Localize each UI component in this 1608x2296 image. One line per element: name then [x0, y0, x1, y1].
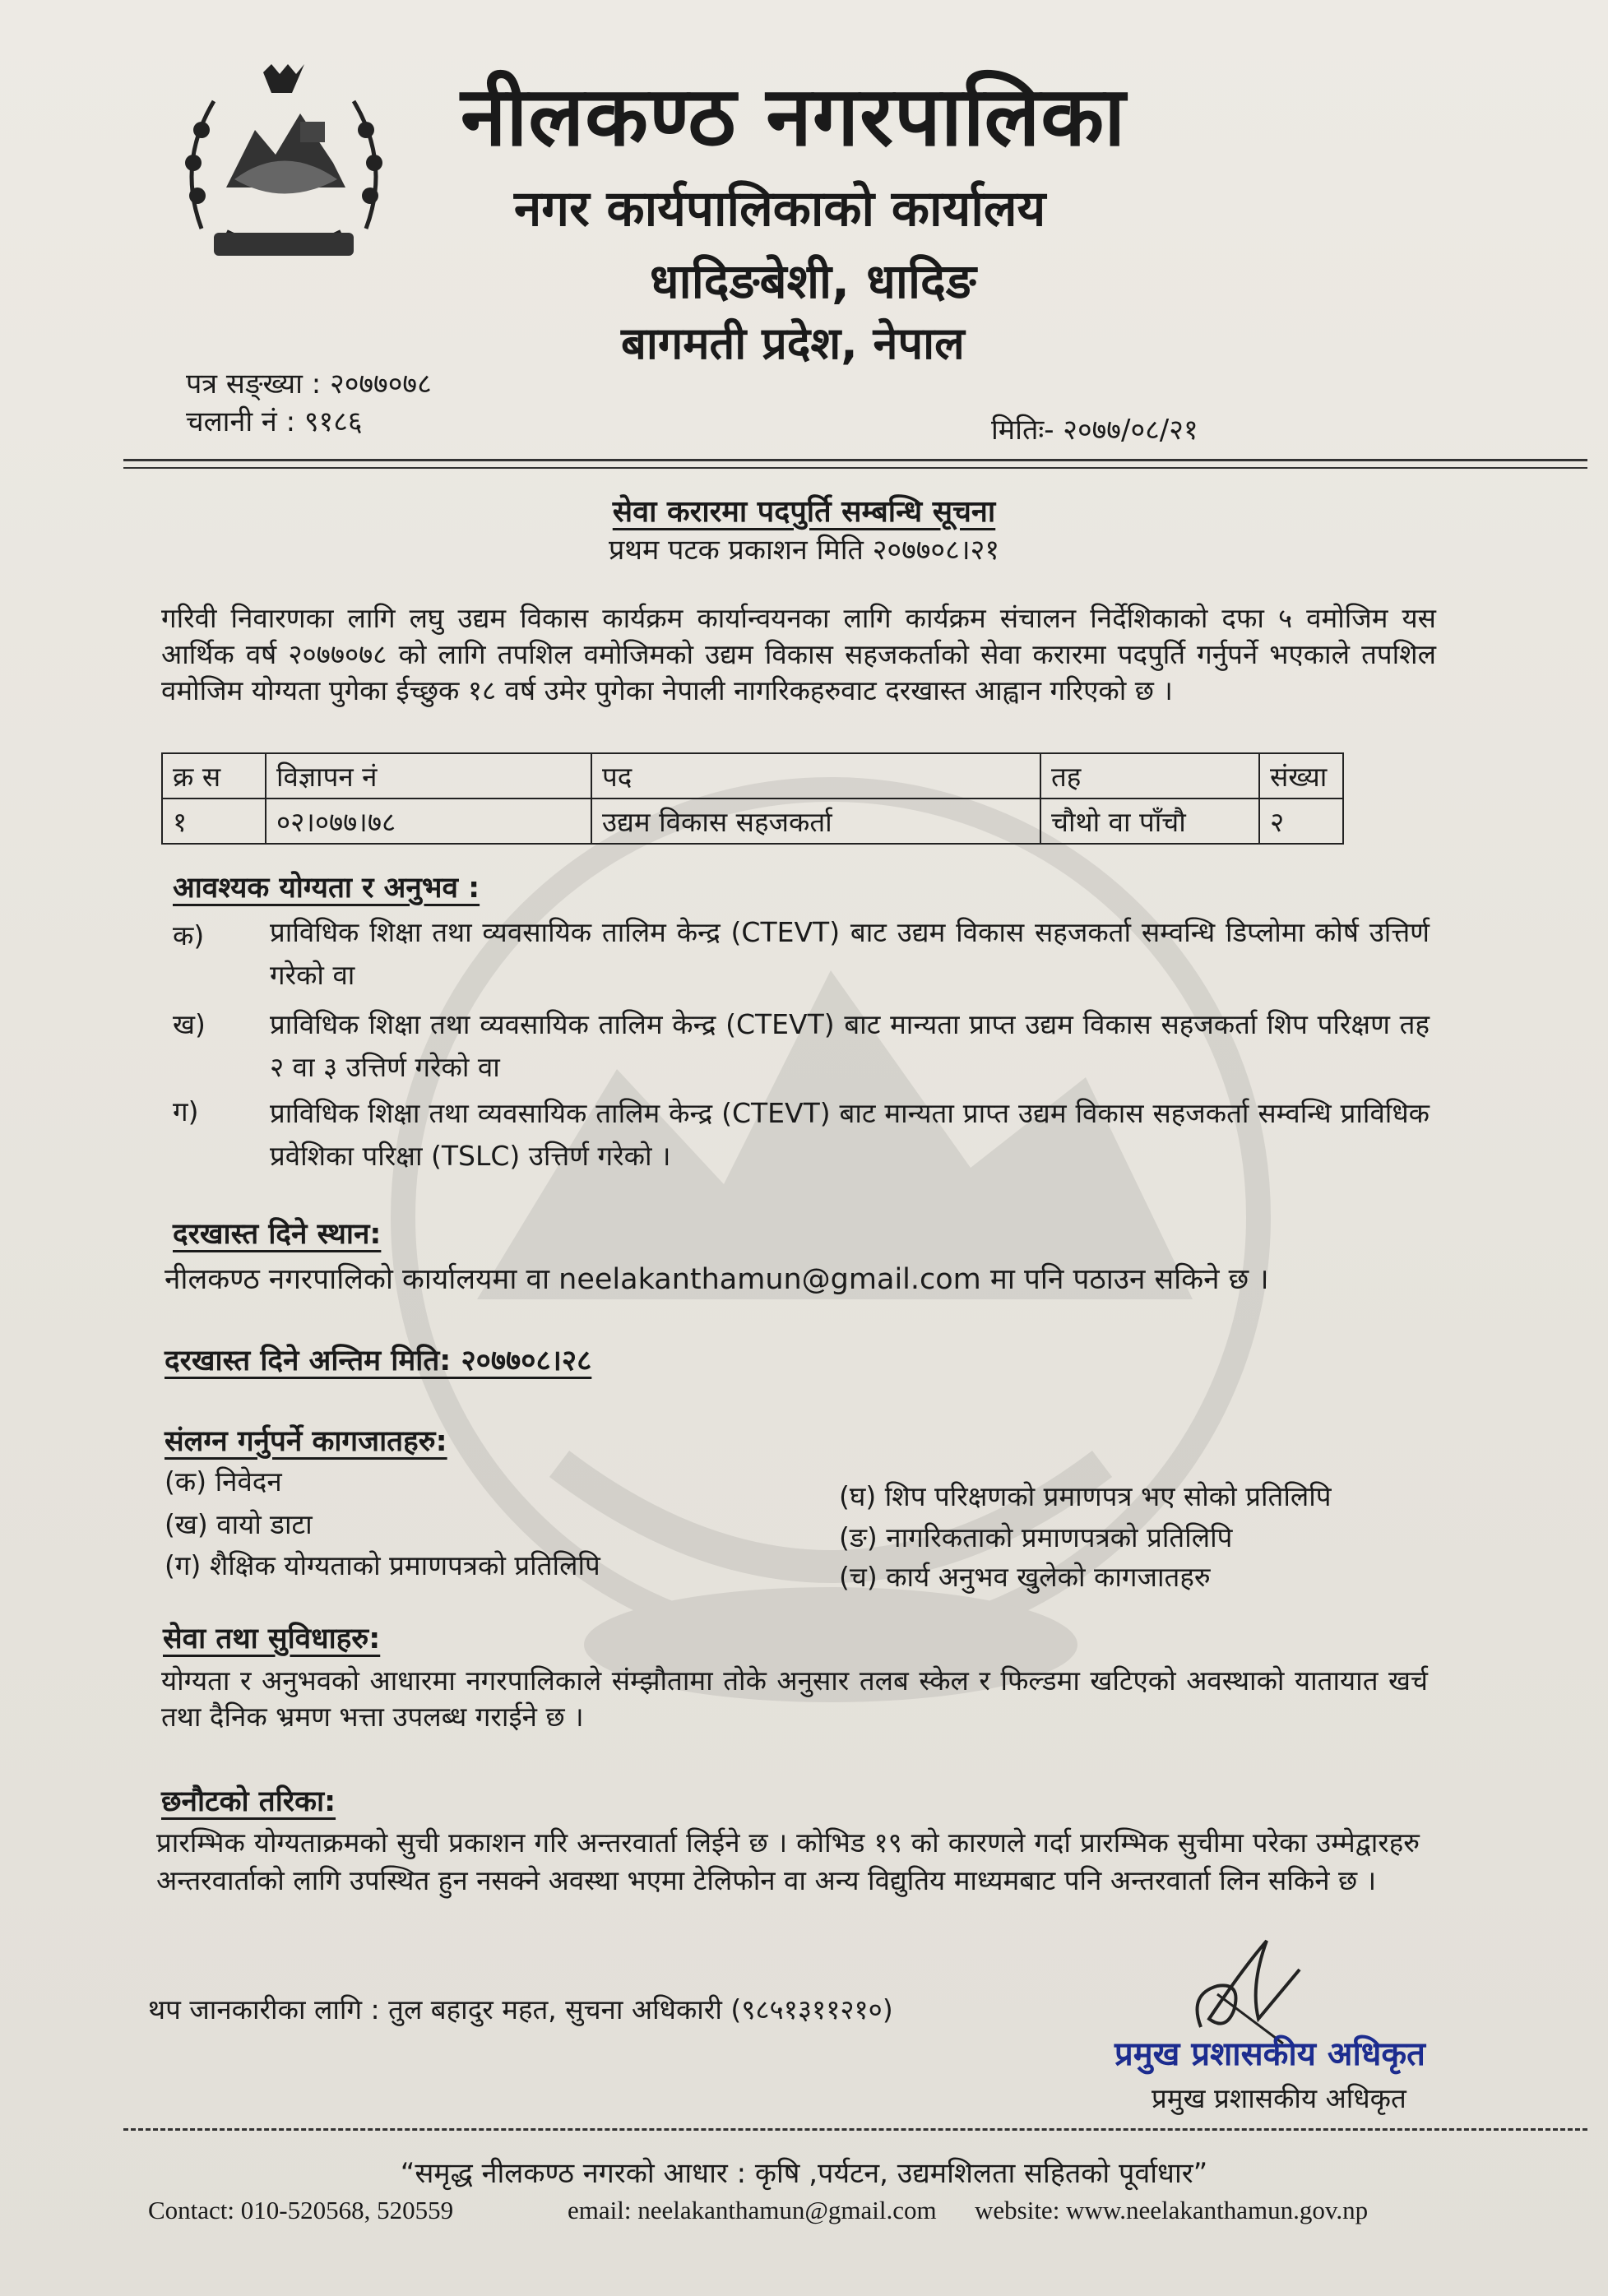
dispatch-number: चलानी नं : ९१८६ — [186, 405, 363, 438]
letter-number: पत्र सङ्ख्या : २०७७०७८ — [186, 368, 432, 400]
documents-heading: संलग्न गर्नुपर्ने कागजातहरु: — [165, 1425, 447, 1458]
table-header-row — [162, 753, 1343, 799]
table-cell: ०२।०७७।७८ — [266, 799, 591, 844]
table-header: संख्या — [1259, 753, 1343, 799]
application-place-text: नीलकण्ठ नगरपालिको कार्यालयमा वा neelakanthamun@gmail.com मा पनि पठाउन सकिने छ । — [165, 1263, 1269, 1296]
table-cell: १ — [162, 799, 266, 844]
footer-website: website: www.neelakanthamun.gov.np — [975, 2196, 1369, 2224]
vacancy-table — [161, 752, 1344, 845]
document-item: (क) निवेदन — [165, 1465, 282, 1497]
document-item: (ख) वायो डाटा — [165, 1508, 313, 1540]
qualifications-heading: आवश्यक योग्यता र अनुभव : — [173, 872, 480, 905]
nepal-emblem-icon — [169, 64, 399, 266]
table-header: तह — [1040, 753, 1259, 799]
table-row — [162, 799, 1343, 844]
qualification-key: ख) — [173, 1008, 206, 1040]
notice-subtitle: प्रथम पटक प्रकाशन मिति २०७७०८।२१ — [608, 534, 1000, 567]
footer-email: email: neelakanthamun@gmail.com — [568, 2196, 937, 2224]
table-cell: उद्यम विकास सहजकर्ता — [591, 799, 1040, 844]
location: धादिङबेशी, धादिङ — [650, 253, 976, 309]
header-rule-thin — [123, 467, 1587, 469]
footer-rule — [123, 2128, 1587, 2131]
application-place-heading: दरखास्त दिने स्थान: — [173, 1218, 382, 1251]
facilities-text: योग्यता र अनुभवको आधारमा नगरपालिकाले संम्झौतामा तोके अनुसार तलब स्केल र फिल्डमा खटिएको अवस्थाको यातायात खर्च तथा दैनिक भ्रमण भत्ता उपलब्ध गराईने छ । — [161, 1664, 1428, 1733]
document-item: (च) कार्य अनुभव खुलेको कागजातहरु — [839, 1561, 1211, 1593]
selection-text: प्रारम्भिक योग्यताक्रमको सुची प्रकाशन गरि अन्तरवार्ता लिईने छ । कोभिड १९ को कारणले गर्दा प्रारम्भिक सुचीमा परेका उम्मेद्वारहरु अन्तरवार्ताको लागि उपस्थित हुन नसक्ने अवस्था भएमा टेलिफोन वा अन्य विद्युतिय माध्यमबाट पनि अन्तरवार्ता लिन सकिने छ । — [156, 1826, 1420, 1896]
intro-paragraph: गरिवी निवारणका लागि लघु उद्यम विकास कार्यक्रम कार्यान्वयनका लागि कार्यक्रम संचालन निर्देशिकाको दफा ५ वमोजिम यस आर्थिक वर्ष २०७७०७८ को लागि तपशिल वमोजिमको उद्यम विकास सहजकर्ताको सेवा करारमा पदपुर्ति गर्नुपर्ने भएकाले तपशिल वमोजिम योग्यता पुगेका ईच्छुक १८ वर्ष उमेर पुगेका नेपाली नागरिकहरुवाट दरखास्त आह्वान गरिएको छ । — [161, 602, 1436, 706]
notice-title: सेवा करारमा पदपुर्ति सम्बन्धि सूचना — [612, 495, 996, 529]
table-cell: चौथो वा पाँचौ — [1040, 799, 1259, 844]
document-item: (घ) शिप परिक्षणको प्रमाणपत्र भए सोको प्रतिलिपि — [839, 1480, 1332, 1512]
document-item: (ग) शैक्षिक योग्यताको प्रमाणपत्रको प्रतिलिपि — [165, 1549, 600, 1581]
header-rule — [123, 459, 1587, 461]
province: बागमती प्रदेश, नेपाल — [621, 317, 965, 369]
document-item: (ङ) नागरिकताको प्रमाणपत्रको प्रतिलिपि — [839, 1521, 1233, 1553]
footer-motto: “समृद्ध नीलकण्ठ नगरको आधार : कृषि ,पर्यटन, उद्यमशिलता सहितको पूर्वाधार” — [400, 2157, 1208, 2190]
facilities-heading: सेवा तथा सुविधाहरु: — [163, 1622, 381, 1655]
qualification-key: क) — [173, 919, 205, 951]
qualification-text: प्राविधिक शिक्षा तथा व्यवसायिक तालिम केन्द्र (CTEVT) बाट मान्यता प्राप्त उद्यम विकास सहजकर्ता शिप परिक्षण तह २ वा ३ उत्तिर्ण गरेको वा — [270, 1008, 1430, 1083]
selection-heading: छनौटको तरिका: — [161, 1785, 336, 1818]
office-name: नगर कार्यपालिकाको कार्यालय — [514, 180, 1046, 238]
more-info: थप जानकारीका लागि : तुल बहादुर महत, सुचना अधिकारी (९८५१३११२१०) — [148, 1993, 893, 2025]
footer-contact: Contact: 010-520568, 520559 — [148, 2196, 454, 2224]
table-header: पद — [591, 753, 1040, 799]
qualification-text: प्राविधिक शिक्षा तथा व्यवसायिक तालिम केन्द्र (CTEVT) बाट उद्यम विकास सहजकर्ता सम्वन्धि डिप्लोमा कोर्ष उत्तिर्ण गरेको वा — [270, 916, 1430, 991]
table-header: क्र स — [162, 753, 266, 799]
deadline-heading: दरखास्त दिने अन्तिम मिति: २०७७०८।२८ — [165, 1345, 592, 1377]
qualification-key: ग) — [173, 1095, 199, 1127]
table-cell: २ — [1259, 799, 1343, 844]
official-stamp: प्रमुख प्रशासकीय अधिकृत — [1114, 2035, 1425, 2073]
qualification-text: प्राविधिक शिक्षा तथा व्यवसायिक तालिम केन्द्र (CTEVT) बाट मान्यता प्राप्त उद्यम विकास सहजकर्ता सम्वन्धि प्राविधिक प्रवेशिका परिक्षा (TSLC) उत्तिर्ण गरेको । — [270, 1097, 1430, 1172]
org-name: नीलकण्ठ नगरपालिका — [461, 68, 1127, 164]
signatory-title: प्रमुख प्रशासकीय अधिकृत — [1152, 2082, 1406, 2114]
letter-date: मितिः- २०७७/०८/२१ — [991, 414, 1198, 447]
table-header: विज्ञापन नं — [266, 753, 591, 799]
emblem-watermark-icon — [345, 724, 1316, 1793]
